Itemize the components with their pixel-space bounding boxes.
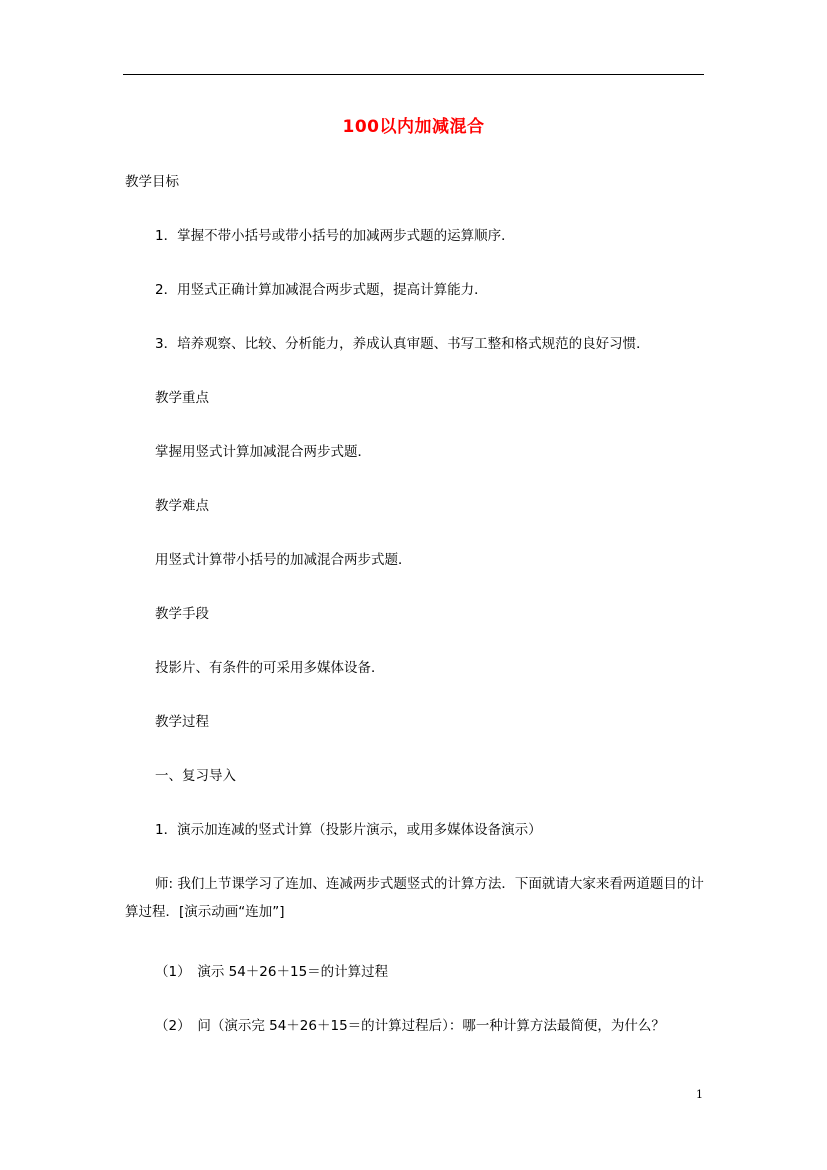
means-text: 投影片、有条件的可采用多媒体设备． [155, 660, 385, 676]
page-number: 1 [696, 1088, 703, 1101]
teacher-paragraph: 师: 我们上节课学习了连加、连减两步式题竖式的计算方法．下面就请大家来看两道题目的计算过程．[演示动画“连加”] [125, 876, 704, 920]
step-2: （2） 问（演示完 54＋26＋15＝的计算过程后）：哪一种计算方法最简便，为什么？ [155, 1018, 665, 1034]
header-rule [123, 74, 704, 75]
difficulty-heading: 教学难点 [155, 498, 209, 514]
step-1: （1） 演示 54＋26＋15＝的计算过程 [155, 964, 389, 980]
document-title: 100以内加减混合 [342, 117, 485, 137]
means-heading: 教学手段 [155, 606, 209, 622]
review-heading: 一、复习导入 [155, 768, 236, 784]
difficulty-text: 用竖式计算带小括号的加减混合两步式题． [155, 552, 412, 568]
process-heading: 教学过程 [155, 714, 209, 730]
key-text: 掌握用竖式计算加减混合两步式题． [155, 444, 371, 460]
goal-item-3: 3．培养观察、比较、分析能力，养成认真审题、书写工整和格式规范的良好习惯． [155, 336, 650, 352]
goal-heading: 教学目标 [125, 174, 179, 190]
goal-item-1: 1．掌握不带小括号或带小括号的加减两步式题的运算顺序． [155, 228, 515, 244]
demo-title: 1．演示加连减的竖式计算（投影片演示，或用多媒体设备演示） [155, 822, 542, 838]
key-heading: 教学重点 [155, 390, 209, 406]
goal-item-2: 2．用竖式正确计算加减混合两步式题，提高计算能力． [155, 282, 488, 298]
